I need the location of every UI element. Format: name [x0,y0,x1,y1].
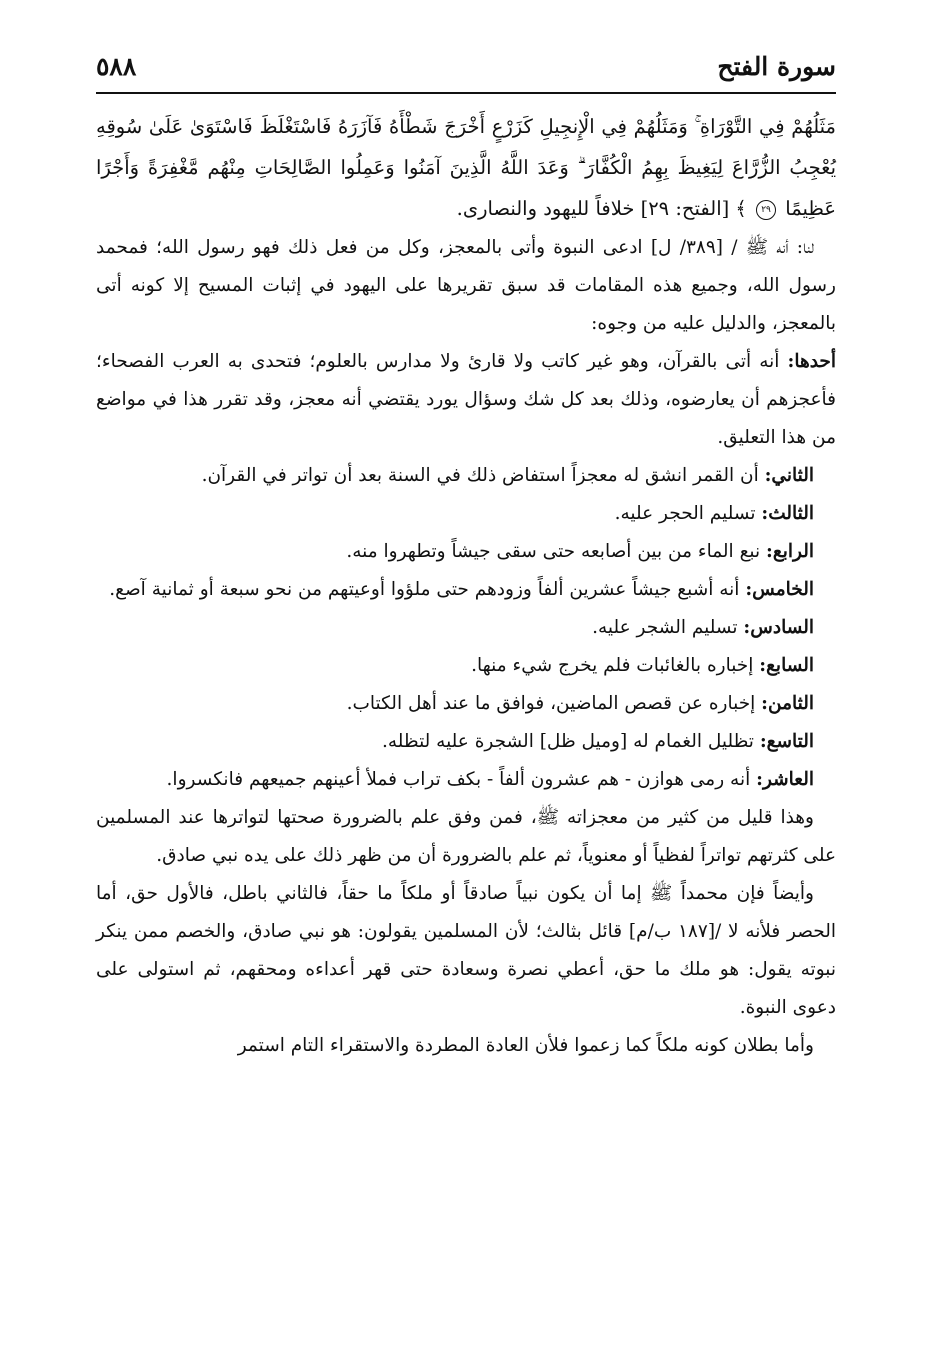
proof-label: التاسع: [759,731,814,752]
proof-seventh [96,647,836,685]
proof-label: أحدها: [787,351,836,372]
book-page [96,48,836,1065]
proof-text: أنه أتى بالقرآن، وهو غير كاتب ولا قارئ ولا مدارس بالعلوم؛ فتحدى به العرب الفصحاء؛ فأعجزهم أن يعارضوه، وذلك بعد كل شك وسؤال يورد يقتضي أنه معجز، وقد تقرر هذا في مواضع من هذا التعليق. [96,351,836,448]
proof-label: الثالث: [761,503,814,524]
proof-text: إخباره بالغائبات فلم يخرج شيء منها. [471,655,760,676]
proof-label: السادس: [743,617,814,638]
proof-ninth [96,723,836,761]
proof-sixth [96,609,836,647]
proof-fifth [96,571,836,609]
proof-tenth [96,761,836,799]
proof-text: أنه رمى هوازن - هم عشرون ألفاً - بكف تراب فملأ أعينهم جميعهم فانكسروا. [166,769,757,790]
ayah-number-marker: ٢٩ [756,200,776,220]
paragraph-text: وأما بطلان كونه ملكاً كما زعموا فلأن العادة المطردة والاستقراء التام استمر [237,1035,814,1056]
page-body [96,106,836,1065]
paragraph-refutation [96,1027,836,1065]
proof-text: نبع الماء من بين أصابعه حتى سقى جيشاً وتطهروا منه. [346,541,767,562]
page-number: ٥٨٨ [96,52,137,81]
proof-text: تسليم الشجر عليه. [592,617,744,638]
quran-verse [96,106,836,229]
paragraph-summary [96,799,836,875]
header-rule [96,92,836,94]
proof-label: الثامن: [761,693,814,714]
paragraph-lana [96,229,836,343]
verse-text: مَثَلُهُمْ فِي التَّوْرَاةِ ۚ وَمَثَلُهُمْ فِي الْإِنجِيلِ كَزَرْعٍ أَخْرَجَ شَطْأَهُ فَآزَرَهُ فَاسْتَغْلَظَ فَاسْتَوَىٰ عَلَىٰ سُوقِهِ يُعْجِبُ الزُّرَّاعَ لِيَغِيظَ بِهِمُ الْكُفَّارَ ۗ وَعَدَ اللَّهُ الَّذِينَ آمَنُوا وَعَمِلُوا الصَّالِحَاتِ مِنْهُم مَّغْفِرَةً وَأَجْرًا عَظِيمًا [96,115,836,220]
proof-first [96,343,836,457]
proof-label: الرابع: [766,541,814,562]
proof-label: السابع: [759,655,814,676]
proof-label: الثاني: [764,465,814,486]
paragraph-alternative [96,875,836,1027]
proof-eighth [96,685,836,723]
proof-text: أن القمر انشق له معجزاً استفاض ذلك في السنة بعد أن تواتر في القرآن. [201,465,765,486]
proof-text: تسليم الحجر عليه. [614,503,762,524]
proof-text: تظليل الغمام له [وميل ظل] الشجرة عليه لتظله. [381,731,760,752]
proof-fourth [96,533,836,571]
paragraph-text: وهذا قليل من كثير من معجزاته ﷺ، فمن وفق علم بالضرورة صحتها لتواترها عند المسلمين على كثرتهم تواتراً لفظياً أو معنوياً، ثم علم بالضرورة أن من ظهر ذلك على يده نبي صادق. [96,807,836,866]
proof-text: أنه أشبع جيشاً عشرين ألفاً وزودهم حتى ملؤوا أوعيتهم من نحو سبعة أو ثمانية آصع. [109,579,746,600]
paragraph-text: وأيضاً فإن محمداً ﷺ إما أن يكون نبياً صادقاً أو ملكاً ما حقاً، فالثاني باطل، فالأول حق، أما الحصر فلأنه لا /[١٨٧ ب/م] قائل بثالث؛ لأن المسلمين يقولون: هو نبي صادق، والخصم ممن ينكر نبوته يقول: هو ملك ما حق، أعطي نصرة وسعادة حتى قهر أعداءه ومحقهم، ثم استولى على دعوى النبوة. [96,883,837,1018]
proof-third [96,495,836,533]
paragraph-text: لنا: أنه ﷺ / [٣٨٩/ ل] ادعى النبوة وأتى بالمعجز، وكل من فعل ذلك فهو رسول الله؛ فمحمد رسول الله، وجميع هذه المقامات قد سبق تقريرها على اليهود في إثبات المسيح إلا كونه أتى بالمعجز، والدليل عليه من وجوه: [96,237,836,334]
proof-second [96,457,836,495]
proof-label: العاشر: [756,769,814,790]
page-header [96,48,836,96]
verse-reference: ﴾ [الفتح: ٢٩] خلافاً لليهود والنصارى. [456,197,747,220]
surah-title: سورة الفتح [717,52,836,81]
proof-label: الخامس: [745,579,814,600]
proof-text: إخباره عن قصص الماضين، فوافق ما عند أهل الكتاب. [346,693,762,714]
